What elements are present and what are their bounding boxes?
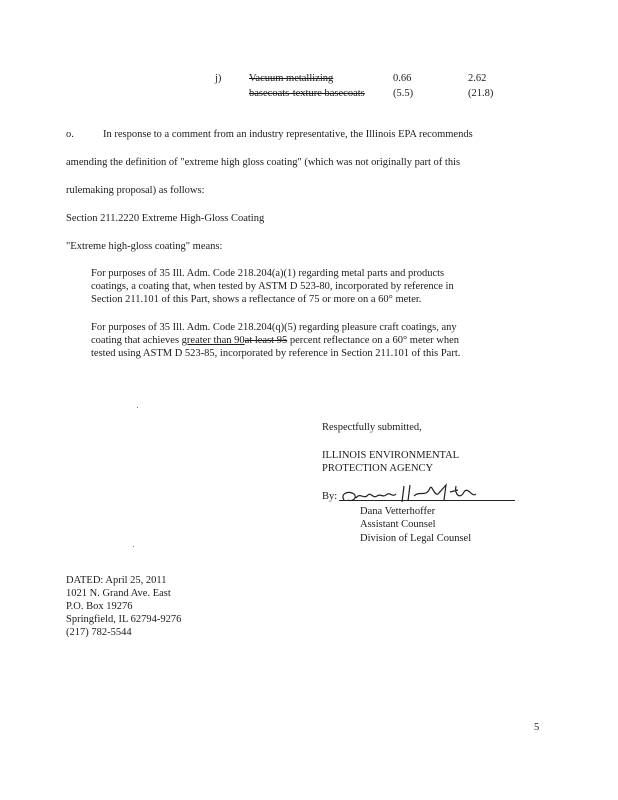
subpara-a-line-2: coatings, a coating that, when tested by ASTM D 523-80, incorporated by reference in: [91, 281, 454, 292]
row-value-3: (5.5): [393, 88, 414, 99]
scan-speck: [137, 407, 138, 408]
scan-speck: [133, 546, 134, 547]
subpara-b-line-3: tested using ASTM D 523-85, incorporated by reference in Section 211.101 of this Part.: [91, 348, 461, 359]
org-line-1: ILLINOIS ENVIRONMENTAL: [322, 450, 460, 461]
by-label: By:: [322, 491, 338, 502]
closing: Respectfully submitted,: [322, 422, 422, 433]
address-pobox: P.O. Box 19276: [66, 601, 133, 612]
address-city: Springfield, IL 62794-9276: [66, 614, 182, 625]
item-o-label: o.: [66, 129, 74, 140]
item-o-line-2: amending the definition of "extreme high gloss coating" (which was not originally part of this: [66, 157, 461, 168]
item-o-line-3: rulemaking proposal) as follows:: [66, 185, 205, 196]
row-value-2: 2.62: [468, 73, 487, 84]
row-item-basecoats: basecoats-texture basecoats: [249, 88, 365, 99]
page-number: 5: [534, 722, 540, 733]
subpara-b-line-2-start: coating that achieves: [91, 335, 180, 346]
subpara-a-line-3: Section 211.101 of this Part, shows a reflectance of 75 or more on a 60° meter.: [91, 294, 422, 305]
section-heading: Section 211.2220 Extreme High-Gloss Coating: [66, 213, 265, 224]
signatory-title: Assistant Counsel: [360, 519, 436, 530]
row-value-4: (21.8): [468, 88, 494, 99]
row-label-j: j): [215, 73, 222, 84]
subpara-b-line-2: [91, 335, 459, 348]
org-line-2: PROTECTION AGENCY: [322, 463, 434, 474]
subpara-b-line-1: For purposes of 35 Ill. Adm. Code 218.204(q)(5) regarding pleasure craft coatings, any: [91, 322, 457, 333]
row-value-1: 0.66: [393, 73, 412, 84]
handwritten-signature: [338, 482, 488, 508]
subpara-b-deleted-text: at least 95: [244, 335, 288, 346]
row-item-vacuum-metallizing: Vacuum metallizing: [249, 73, 334, 84]
signatory-name: Dana Vetterhoffer: [360, 506, 436, 517]
address-phone: (217) 782-5544: [66, 627, 132, 638]
subpara-b-inserted-text: greater than 90: [181, 335, 245, 346]
dated: DATED: April 25, 2011: [66, 575, 167, 586]
item-o-line-1: In response to a comment from an industry representative, the Illinois EPA recommends: [103, 129, 473, 140]
definition-intro: "Extreme high-gloss coating" means:: [66, 241, 223, 252]
address-street: 1021 N. Grand Ave. East: [66, 588, 171, 599]
signatory-division: Division of Legal Counsel: [360, 533, 472, 544]
subpara-b-line-2-end: percent reflectance on a 60° meter when: [289, 335, 460, 346]
subpara-a-line-1: For purposes of 35 Ill. Adm. Code 218.204(a)(1) regarding metal parts and products: [91, 268, 445, 279]
